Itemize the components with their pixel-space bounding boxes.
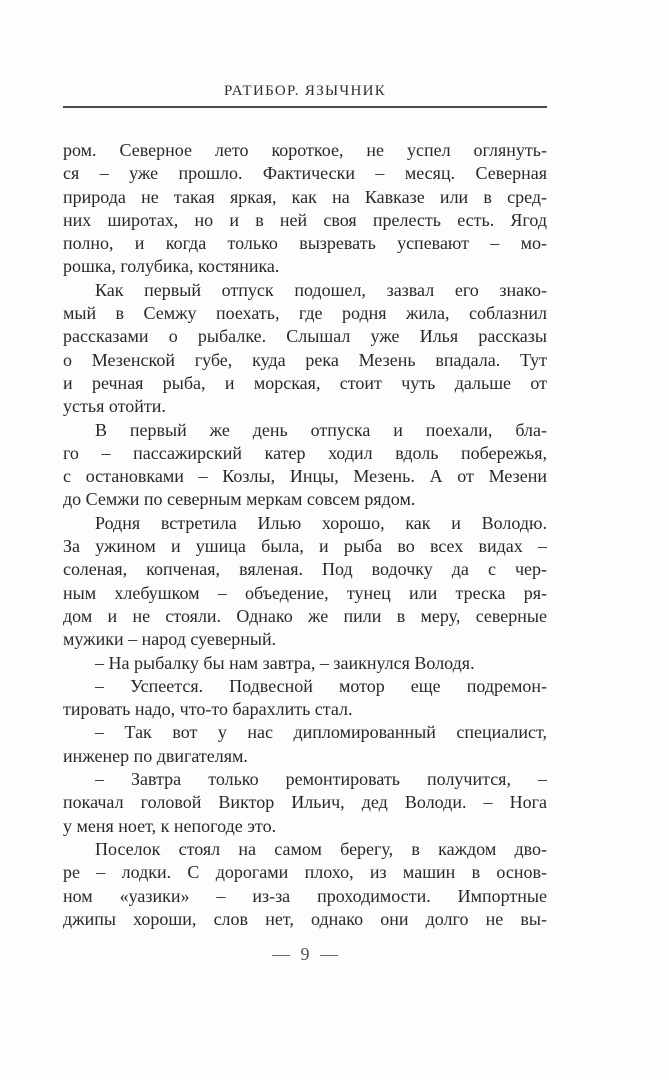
- text-line: и речная рыба, и морская, стоит чуть дальше от: [63, 372, 547, 393]
- text-line: ре – лодки. С дорогами плохо, из машин в основ-: [63, 862, 547, 883]
- text-line: мый в Семжу поехать, где родня жила, соблазнил: [63, 303, 547, 324]
- text-line: покачал головой Виктор Ильич, дед Володи. – Нога: [63, 792, 547, 813]
- text-line: – Завтра только ремонтировать получится, –: [95, 769, 547, 790]
- text-line: мужики – народ суеверный.: [63, 629, 277, 650]
- running-header: РАТИБОР. ЯЗЫЧНИК: [223, 83, 387, 99]
- text-line: – Успеется. Подвесной мотор еще подремон-: [95, 675, 547, 696]
- text-line: – На рыбалку бы нам завтра, – заикнулся Володя.: [95, 652, 475, 673]
- text-line: ром. Северное лето короткое, не успел оглянуть-: [63, 140, 547, 160]
- text-line: с остановками – Козлы, Инцы, Мезень. А от Мезени: [63, 466, 547, 487]
- text-line: ном «уазики» – из-за проходимости. Импортные: [63, 885, 547, 906]
- text-line: инженер по двигателям.: [63, 745, 248, 766]
- text-line: полно, и когда только вызревать успевают – мо-: [63, 233, 547, 254]
- text-line: В первый же день отпуска и поехали, бла-: [95, 419, 547, 440]
- text-line: ным хлебушком – объедение, тунец или треска ря-: [63, 582, 547, 603]
- page-number: — 9 —: [272, 944, 338, 964]
- text-line: рошка, голубика, костяника.: [63, 256, 280, 277]
- text-line: джипы хороши, слов нет, однако они долго не вы-: [63, 908, 547, 929]
- text-line: до Семжи по северным меркам совсем рядом.: [63, 489, 416, 510]
- text-line: рассказами о рыбалке. Слышал уже Илья рассказы: [63, 326, 547, 347]
- text-line: о Мезенской губе, куда река Мезень впадала. Тут: [63, 349, 547, 370]
- text-block: [63, 139, 547, 931]
- text-line: соленая, копченая, вяленая. Под водочку да с чер-: [63, 559, 547, 580]
- text-line: природа не такая яркая, как на Кавказе или в сред-: [63, 186, 547, 207]
- text-line: За ужином и ушица была, и рыба во всех видах –: [63, 536, 547, 557]
- text-line: дом и не стояли. Однако же пили в меру, северные: [63, 605, 547, 626]
- text-line: – Так вот у нас дипломированный специалист,: [95, 722, 547, 743]
- text-line: них широтах, но и в ней своя прелесть есть. Ягод: [63, 209, 547, 230]
- text-line: устья отойти.: [63, 396, 166, 417]
- text-line: у меня ноет, к непогоде это.: [63, 815, 277, 836]
- text-line: Поселок стоял на самом берегу, в каждом дво-: [95, 838, 547, 859]
- text-line: Как первый отпуск подошел, зазвал его знако-: [95, 279, 547, 300]
- text-line: тировать надо, что-то барахлить стал.: [63, 699, 353, 720]
- text-line: ся – уже прошло. Фактически – месяц. Северная: [63, 163, 547, 184]
- text-line: го – пассажирский катер ходил вдоль побережья,: [63, 442, 547, 463]
- header-rule: [63, 106, 547, 108]
- text-line: Родня встретила Илью хорошо, как и Володю.: [95, 512, 547, 533]
